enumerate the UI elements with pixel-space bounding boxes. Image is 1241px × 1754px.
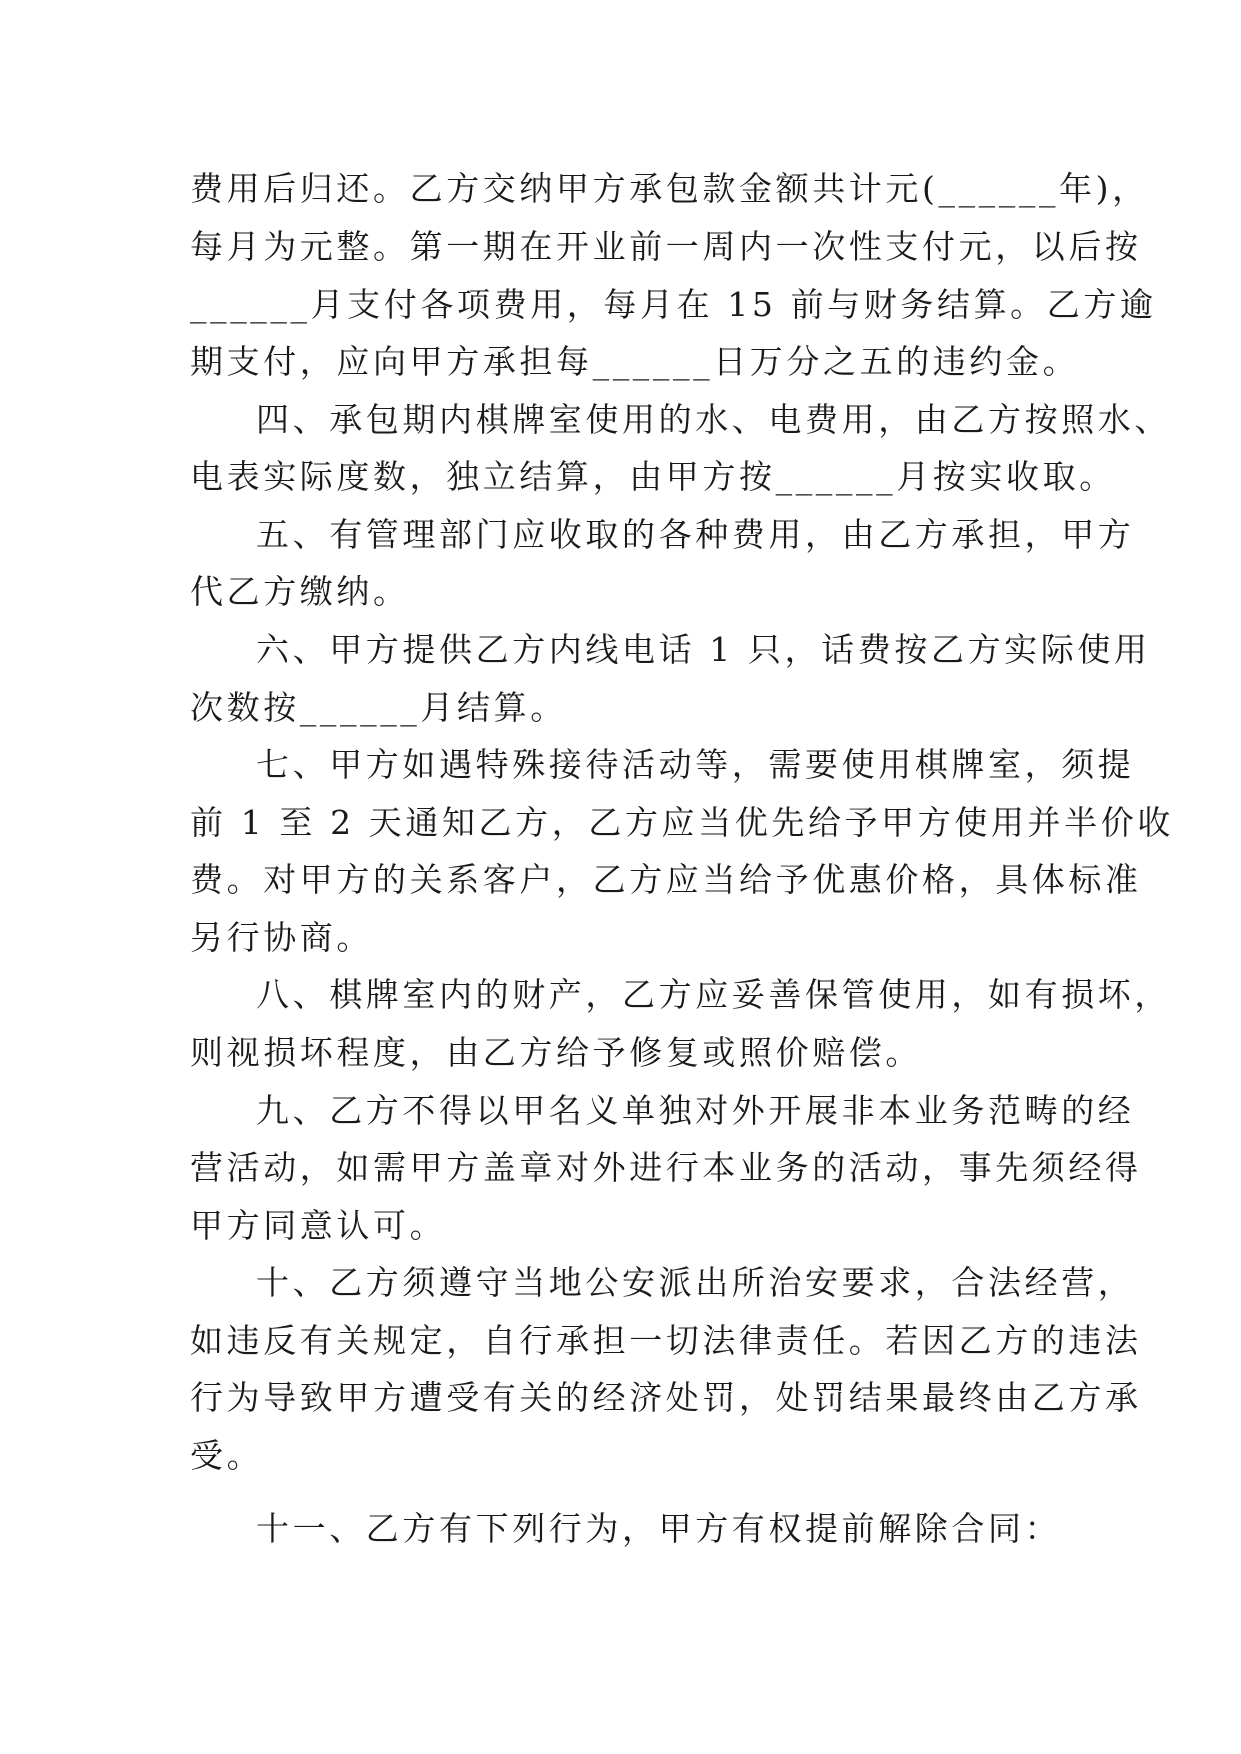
text-line: 受。: [190, 1436, 264, 1475]
text-line: 代乙方缴纳。: [190, 572, 410, 611]
paragraph-6-start: 六、甲方提供乙方内线电话 1 只，话费按乙方实际使用: [256, 630, 1151, 669]
paragraph-10-start: 十、乙方须遵守当地公安派出所治安要求，合法经营，: [256, 1263, 1135, 1302]
text-line: 营活动，如需甲方盖章对外进行本业务的活动，事先须经得: [190, 1148, 1142, 1187]
text-line: 如违反有关规定，自行承担一切法律责任。若因乙方的违法: [190, 1321, 1142, 1360]
text-line: 期支付，应向甲方承担每______日万分之五的违约金。: [190, 342, 1080, 381]
text-line: 费。对甲方的关系客户，乙方应当给予优惠价格，具体标准: [190, 860, 1142, 899]
paragraph-7-start: 七、甲方如遇特殊接待活动等，需要使用棋牌室，须提: [256, 745, 1135, 784]
paragraph-5-start: 五、有管理部门应收取的各种费用，由乙方承担，甲方: [256, 515, 1135, 554]
text-line: 费用后归还。乙方交纳甲方承包款金额共计元(______年)，: [190, 169, 1149, 208]
paragraph-8-start: 八、棋牌室内的财产，乙方应妥善保管使用，如有损坏，: [256, 975, 1171, 1014]
text-line: 甲方同意认可。: [190, 1206, 447, 1245]
text-line: 电表实际度数，独立结算，由甲方按______月按实收取。: [190, 457, 1116, 496]
text-line: 行为导致甲方遭受有关的经济处罚，处罚结果最终由乙方承: [190, 1378, 1142, 1417]
text-line: 次数按______月结算。: [190, 688, 567, 727]
paragraph-4-start: 四、承包期内棋牌室使用的水、电费用，由乙方按照水、: [256, 400, 1171, 439]
text-line: 每月为元整。第一期在开业前一周内一次性支付元，以后按: [190, 227, 1142, 266]
text-line: 前 1 至 2 天通知乙方，乙方应当优先给予甲方使用并半价收: [190, 803, 1174, 842]
paragraph-11-start: 十一、乙方有下列行为，甲方有权提前解除合同：: [256, 1509, 1062, 1548]
paragraph-9-start: 九、乙方不得以甲名义单独对外开展非本业务范畴的经: [256, 1091, 1135, 1130]
text-line: ______月支付各项费用，每月在 15 前与财务结算。乙方逾: [190, 285, 1157, 324]
text-line: 另行协商。: [190, 918, 373, 957]
text-line: 则视损坏程度，由乙方给予修复或照价赔偿。: [190, 1033, 922, 1072]
